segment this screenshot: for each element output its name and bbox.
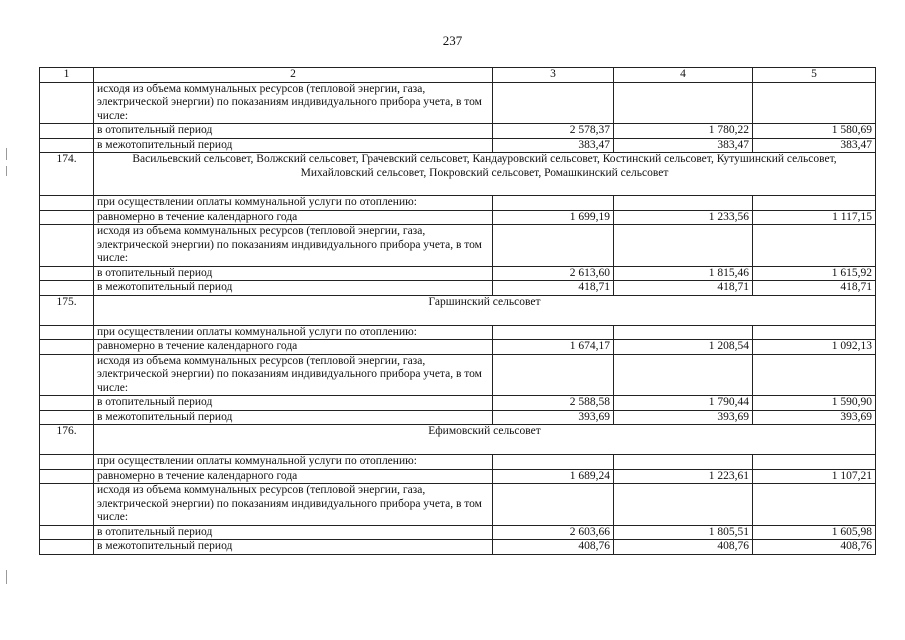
tariff-value: 1 699,19 [493, 210, 614, 225]
label-row [40, 354, 876, 396]
tariff-value: 2 588,58 [493, 396, 614, 411]
tariff-value: 1 580,69 [753, 124, 876, 139]
row-number-cell [40, 354, 94, 396]
label-row [40, 325, 876, 340]
row-number-cell [40, 325, 94, 340]
row-number-cell [40, 469, 94, 484]
row-label: исходя из объема коммунальных ресурсов (тепловой энергии, газа, электрической энергии) по показаниям индивидуального прибора учета, в том числе: [94, 82, 493, 124]
row-label: исходя из объема коммунальных ресурсов (тепловой энергии, газа, электрической энергии) по показаниям индивидуального прибора учета, в том числе: [94, 225, 493, 267]
column-header: 4 [614, 68, 753, 83]
tariff-value [493, 354, 614, 396]
tariff-value: 2 603,66 [493, 525, 614, 540]
row-label: в межотопительный период [94, 281, 493, 296]
tariff-value: 1 689,24 [493, 469, 614, 484]
row-label: исходя из объема коммунальных ресурсов (тепловой энергии, газа, электрической энергии) по показаниям индивидуального прибора учета, в том числе: [94, 484, 493, 526]
row-label: в отопительный период [94, 396, 493, 411]
row-label: в межотопительный период [94, 540, 493, 555]
row-number-cell [40, 525, 94, 540]
label-row [40, 82, 876, 124]
tariff-value: 1 790,44 [614, 396, 753, 411]
value-row [40, 124, 876, 139]
row-label: в межотопительный период [94, 138, 493, 153]
label-row [40, 196, 876, 211]
column-header: 5 [753, 68, 876, 83]
tariff-value [753, 325, 876, 340]
label-row [40, 225, 876, 267]
tariff-value [614, 484, 753, 526]
row-number-cell [40, 540, 94, 555]
tariff-value: 1 815,46 [614, 266, 753, 281]
page-number: 237 [442, 33, 463, 48]
row-label: в межотопительный период [94, 410, 493, 425]
tariff-value: 393,69 [493, 410, 614, 425]
column-header: 3 [493, 68, 614, 83]
tariff-value: 418,71 [753, 281, 876, 296]
tariff-value [614, 196, 753, 211]
row-number-cell [40, 455, 94, 470]
tariff-value: 383,47 [614, 138, 753, 153]
tariff-value [614, 225, 753, 267]
row-number-cell [40, 340, 94, 355]
tariff-value: 1 615,92 [753, 266, 876, 281]
value-row [40, 410, 876, 425]
tariff-value [753, 354, 876, 396]
section-row [40, 153, 876, 196]
row-label: равномерно в течение календарного года [94, 210, 493, 225]
tariff-value: 1 805,51 [614, 525, 753, 540]
row-label: при осуществлении оплаты коммунальной услуги по отоплению: [94, 455, 493, 470]
column-header: 1 [40, 68, 94, 83]
tariff-value: 1 233,56 [614, 210, 753, 225]
row-label: в отопительный период [94, 525, 493, 540]
section-row [40, 425, 876, 455]
row-number-cell [40, 124, 94, 139]
tariff-value: 393,69 [614, 410, 753, 425]
tariff-value: 1 117,15 [753, 210, 876, 225]
tariff-value [753, 225, 876, 267]
tariff-value: 408,76 [753, 540, 876, 555]
tariff-value: 1 674,17 [493, 340, 614, 355]
tariff-value [614, 325, 753, 340]
table-body [40, 68, 876, 555]
tariff-value: 1 107,21 [753, 469, 876, 484]
tariff-value: 1 605,98 [753, 525, 876, 540]
value-row [40, 540, 876, 555]
tariff-value: 408,76 [493, 540, 614, 555]
row-label: при осуществлении оплаты коммунальной услуги по отоплению: [94, 196, 493, 211]
tariff-value [614, 455, 753, 470]
row-number-cell [40, 82, 94, 124]
tariff-table [39, 67, 876, 555]
row-number-cell [40, 210, 94, 225]
tariff-value [753, 455, 876, 470]
tariff-value [493, 455, 614, 470]
margin-mark [6, 570, 7, 584]
tariff-value [753, 484, 876, 526]
section-row [40, 295, 876, 325]
row-label: исходя из объема коммунальных ресурсов (тепловой энергии, газа, электрической энергии) по показаниям индивидуального прибора учета, в том числе: [94, 354, 493, 396]
tariff-value [493, 325, 614, 340]
section-number: 174. [40, 153, 94, 196]
label-row [40, 455, 876, 470]
tariff-value: 2 578,37 [493, 124, 614, 139]
margin-mark [6, 148, 7, 160]
value-row [40, 525, 876, 540]
row-number-cell [40, 484, 94, 526]
section-title: Гаршинский сельсовет [94, 295, 876, 325]
tariff-value: 418,71 [614, 281, 753, 296]
tariff-value: 418,71 [493, 281, 614, 296]
tariff-value [493, 484, 614, 526]
row-number-cell [40, 410, 94, 425]
row-label: равномерно в течение календарного года [94, 340, 493, 355]
tariff-value: 408,76 [614, 540, 753, 555]
header-row [40, 68, 876, 83]
value-row [40, 396, 876, 411]
tariff-value: 1 208,54 [614, 340, 753, 355]
tariff-value: 383,47 [753, 138, 876, 153]
row-number-cell [40, 138, 94, 153]
section-number: 176. [40, 425, 94, 455]
row-label: при осуществлении оплаты коммунальной услуги по отоплению: [94, 325, 493, 340]
tariff-value: 393,69 [753, 410, 876, 425]
value-row [40, 340, 876, 355]
row-label: в отопительный период [94, 266, 493, 281]
section-number: 175. [40, 295, 94, 325]
tariff-value [493, 82, 614, 124]
tariff-value [493, 196, 614, 211]
label-row [40, 484, 876, 526]
row-number-cell [40, 281, 94, 296]
column-header: 2 [94, 68, 493, 83]
value-row [40, 266, 876, 281]
row-number-cell [40, 396, 94, 411]
value-row [40, 469, 876, 484]
value-row [40, 210, 876, 225]
margin-mark [6, 166, 7, 176]
section-title: Ефимовский сельсовет [94, 425, 876, 455]
tariff-value [614, 354, 753, 396]
tariff-value [753, 82, 876, 124]
tariff-value: 1 590,90 [753, 396, 876, 411]
row-number-cell [40, 225, 94, 267]
row-label: в отопительный период [94, 124, 493, 139]
tariff-value: 1 092,13 [753, 340, 876, 355]
tariff-value: 383,47 [493, 138, 614, 153]
tariff-value: 1 223,61 [614, 469, 753, 484]
section-title: Васильевский сельсовет, Волжский сельсовет, Грачевский сельсовет, Кандауровский сельсовет, Костинский сельсовет, Кутушинский сельсовет, Михайловский сельсовет, Покровский сельсовет, Ромашкинский сельсовет [94, 153, 876, 196]
tariff-value [493, 225, 614, 267]
row-number-cell [40, 196, 94, 211]
value-row [40, 281, 876, 296]
tariff-value: 1 780,22 [614, 124, 753, 139]
tariff-value [753, 196, 876, 211]
tariff-value [614, 82, 753, 124]
row-label: равномерно в течение календарного года [94, 469, 493, 484]
tariff-value: 2 613,60 [493, 266, 614, 281]
row-number-cell [40, 266, 94, 281]
value-row [40, 138, 876, 153]
